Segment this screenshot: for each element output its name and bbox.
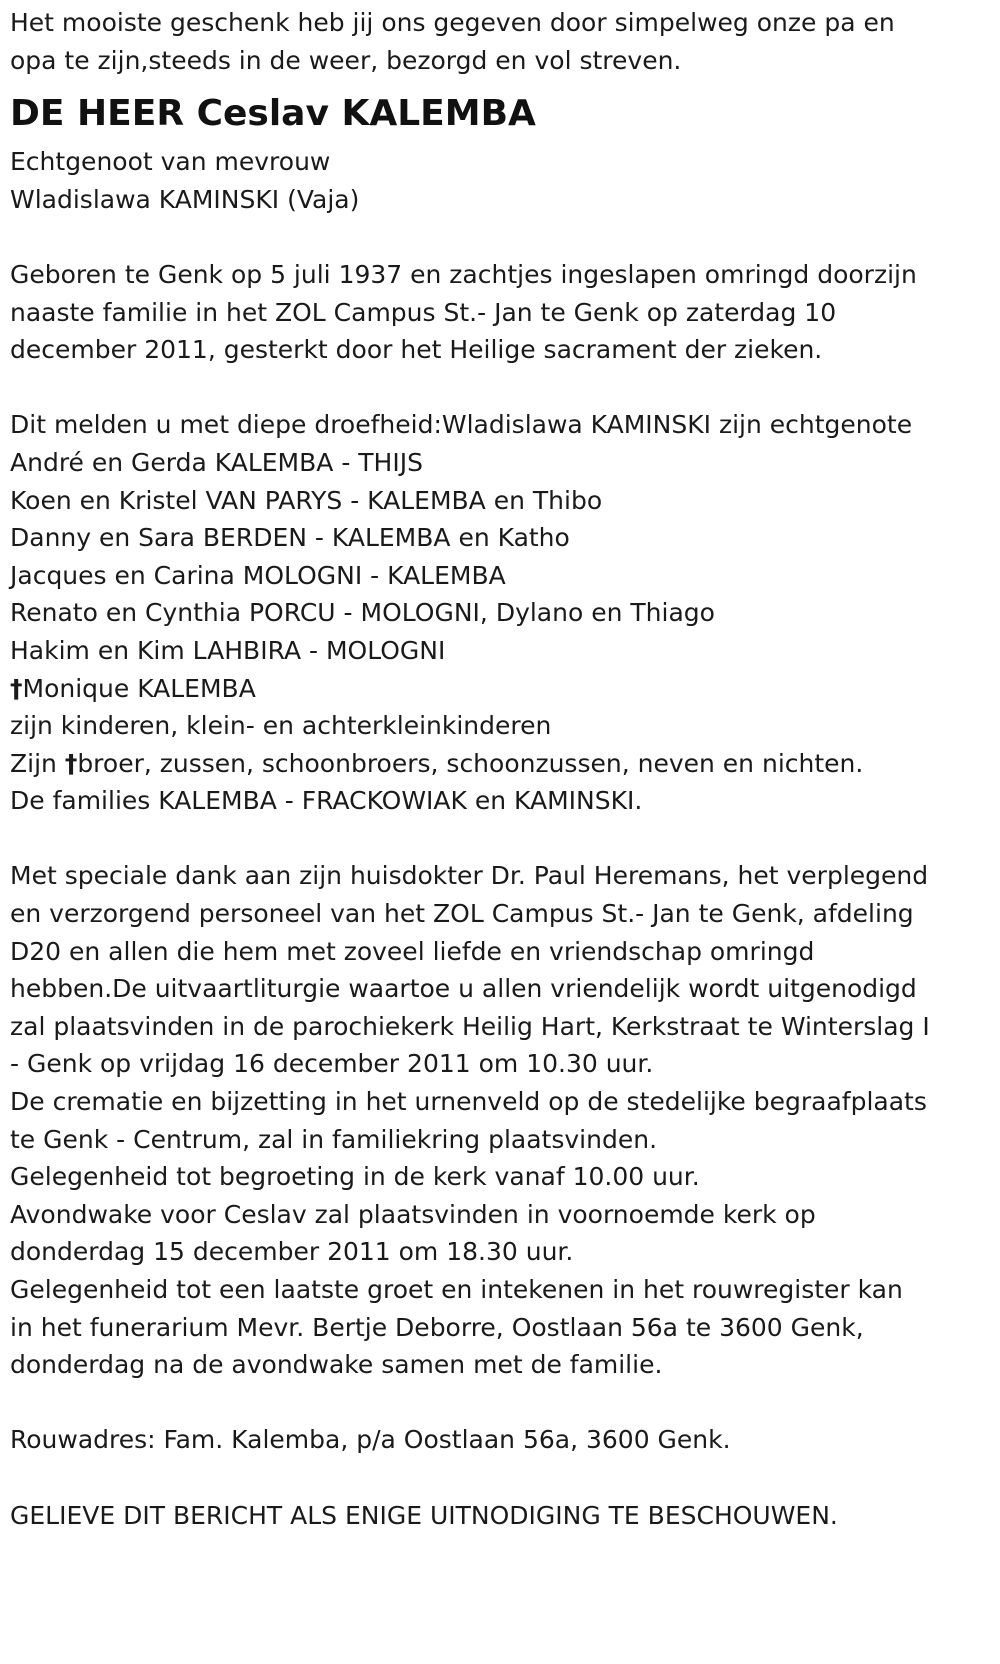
ceremony-line: donderdag na de avondwake samen met de familie. [10,1350,663,1380]
birth-death-line: Geboren te Genk op 5 juli 1937 en zachtjes ingeslapen omringd doorzijn [10,259,917,289]
intro-line: Het mooiste geschenk heb jij ons gegeven door simpelweg onze pa en [10,8,895,37]
family-member: Danny en Sara BERDEN - KALEMBA en Katho [10,523,570,553]
intro-line: opa te zijn,steeds in de weer, bezorgd en vol streven. [10,45,682,75]
family-list [10,406,995,820]
obituary-notice [10,4,995,1534]
siblings-prefix: Zijn [10,748,65,778]
paragraph-spacer [10,369,995,407]
family-member: Jacques en Carina MOLOGNI - KALEMBA [10,560,506,590]
spouse-line: Echtgenoot van mevrouw [10,147,331,177]
ceremony-line: zal plaatsvinden in de parochiekerk Heilig Hart, Kerkstraat te Winterslag I [10,1011,930,1041]
family-member: Hakim en Kim LAHBIRA - MOLOGNI [10,635,446,665]
ceremony-line: Gelegenheid tot een laatste groet en intekenen in het rouwregister kan [10,1275,903,1304]
ceremony-line: D20 en allen die hem met zoveel liefde en vriendschap omringd [10,936,815,966]
ceremony-line: Met speciale dank aan zijn huisdokter Dr. Paul Heremans, het verplegend [10,861,929,891]
paragraph-spacer [10,1459,995,1497]
ceremony-line: Avondwake voor Ceslav zal plaatsvinden in voornoemde kerk op [10,1199,816,1229]
siblings-rest: broer, zussen, schoonbroers, schoonzussen, neven en nichten. [77,748,864,778]
ceremony-line: donderdag 15 december 2011 om 18.30 uur. [10,1237,574,1267]
ceremony-line: hebben.De uitvaartliturgie waartoe u allen vriendelijk wordt uitgenodigd [10,974,917,1004]
mourning-address: Rouwadres: Fam. Kalemba, p/a Oostlaan 56a, 3600 Genk. [10,1425,731,1455]
siblings-line [10,745,995,783]
ceremony-line: in het funerarium Mevr. Bertje Deborre, Oostlaan 56a te 3600 Genk, [10,1312,864,1342]
ceremony-line: - Genk op vrijdag 16 december 2011 om 10.30 uur. [10,1049,654,1079]
spouse-paragraph [10,143,995,218]
deceased-name-heading: DE HEER Ceslav KALEMBA [10,93,536,135]
intro-paragraph [10,4,995,79]
paragraph-spacer [10,218,995,256]
family-member: Renato en Cynthia PORCU - MOLOGNI, Dylano en Thiago [10,598,715,628]
deceased-child-line [10,670,995,708]
families-line: De families KALEMBA - FRACKOWIAK en KAMINSKI. [10,786,643,816]
children-line: zijn kinderen, klein- en achterkleinkinderen [10,711,552,741]
cross-icon: † [64,748,78,778]
announcement-line: Dit melden u met diepe droefheid:Wladislawa KAMINSKI zijn echtgenote [10,410,913,440]
cross-icon: † [10,673,23,703]
birth-death-line: december 2011, gesterkt door het Heilige sacrament der zieken. [10,335,823,365]
ceremony-line: De crematie en bijzetting in het urnenveld op de stedelijke begraafplaats [10,1087,927,1117]
ceremony-line: en verzorgend personeel van het ZOL Campus St.- Jan te Genk, afdeling [10,899,914,929]
family-member: André en Gerda KALEMBA - THIJS [10,447,423,477]
closing-notice: GELIEVE DIT BERICHT ALS ENIGE UITNODIGING TE BESCHOUWEN. [10,1500,838,1530]
family-member: Koen en Kristel VAN PARYS - KALEMBA en Thibo [10,485,603,515]
birth-death-paragraph [10,256,995,369]
ceremony-line: te Genk - Centrum, zal in familiekring plaatsvinden. [10,1124,658,1154]
ceremony-line: Gelegenheid tot begroeting in de kerk vanaf 10.00 uur. [10,1162,700,1192]
thanks-ceremony-paragraph [10,857,995,1383]
paragraph-spacer [10,1384,995,1422]
spouse-line: Wladislawa KAMINSKI (Vaja) [10,184,360,214]
deceased-child-name: Monique KALEMBA [22,673,256,703]
paragraph-spacer [10,820,995,858]
birth-death-line: naaste familie in het ZOL Campus St.- Jan te Genk op zaterdag 10 [10,297,837,327]
